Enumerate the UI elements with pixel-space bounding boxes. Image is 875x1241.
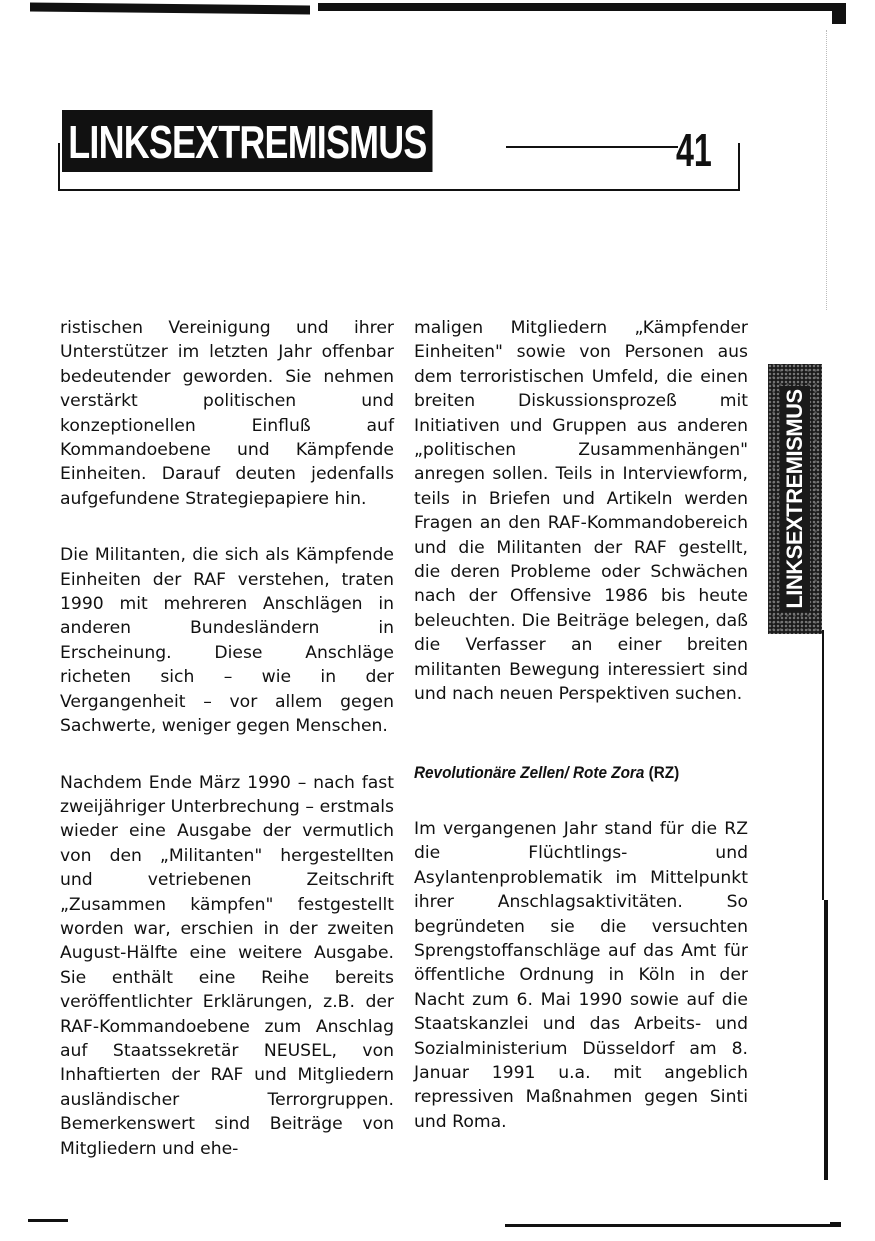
paragraph: Im vergangenen Jahr stand für die RZ die Flüchtlings- und Asylantenproblematik im Mittelpunkt ihrer Anschlagsaktivitäten. So begründeten sie die versuchten Sprengstoffanschläge auf das Amt für öffentliche Ordnung in Köln in der Nacht zum 6. Mai 1990 sowie auf die Staatskanzlei und das Arbeits- und Sozialministerium Düsseldorf am 8. Januar 1991 u.a. mit angeblich repressiven Maßnahmen gegen Sinti und Roma. xyxy=(414,818,748,1132)
page-header xyxy=(58,110,738,192)
margin-rule-upper xyxy=(822,630,824,900)
section-heading xyxy=(414,761,715,785)
scan-margin-dots xyxy=(826,30,828,310)
margin-rule-lower xyxy=(824,900,828,1180)
paragraph: Nachdem Ende März 1990 – nach fast zweijähriger Unterbrechung – erstmals wieder eine Ausgabe der vermutlich von den „Militanten" hergestellten und vetriebenen Zeitschrift „Zusammen kämpfen" festgestellt worden war, erschien in der zweiten August-Hälfte eine weitere Ausgabe. Sie enthält eine Reihe bereits veröffentlichter Erklärungen, z.B. der RAF-Kommandoebene zum Anschlag auf Staatssekretär NEUSEL, von Inhaftierten der RAF und Mitgliedern ausländischer Terrorgruppen. Bemerkenswert sind Beiträge von Mitgliedern und ehe- xyxy=(60,772,394,1159)
page-title: LINKSEXTREMISMUS xyxy=(62,110,433,172)
header-rule xyxy=(506,146,678,148)
bottom-rule-right xyxy=(505,1224,841,1227)
right-column xyxy=(414,316,748,1134)
paragraph: maligen Mitgliedern „Kämpfender Einheiten" sowie von Personen aus dem terroristischen Umfeld, die einen breiten Diskussionsprozeß mit Initiativen und Gruppen aus anderen „politischen Zusammenhängen" anregen sollen. Teils in Interviewform, teils in Briefen und Artikeln werden Fragen an den RAF-Kommandobereich und die Militanten der RAF gestellt, die deren Probleme oder Schwächen nach der Offensive 1986 bis heute beleuchten. Die Beiträge belegen, daß die Verfasser an einer breiten militanten Bewegung interessiert sind und nach neuen Perspektiven suchen. xyxy=(414,318,748,705)
top-rule-right xyxy=(318,3,846,11)
section-heading-text: Revolutionäre Zellen/ Rote Zora xyxy=(414,762,645,782)
side-tab-label: LINKSEXTREMISMUS xyxy=(782,389,807,609)
bottom-rule-left xyxy=(28,1219,68,1222)
chapter-side-tab xyxy=(768,364,822,634)
paragraph: ristischen Vereinigung und ihrer Unterstützer im letzten Jahr offenbar bedeutender geworden. Sie nehmen verstärkt politischen und konzeptionellen Einfluß auf Kommandoebene und Kämpfende Einheiten. Darauf deuten jedenfalls aufgefundene Strategiepapiere hin. xyxy=(60,318,394,509)
page-number: 41 xyxy=(676,124,712,176)
left-column xyxy=(60,316,394,1161)
paragraph: Die Militanten, die sich als Kämpfende Einheiten der RAF verstehen, traten 1990 mit mehreren Anschlägen in anderen Bundesländern in Erscheinung. Diese Anschläge richeten sich – wie in der Vergangenheit – vor allem gegen Sachwerte, weniger gegen Menschen. xyxy=(60,545,394,737)
top-rule-cap xyxy=(832,8,846,24)
bottom-rule-cap xyxy=(830,1222,841,1227)
section-heading-abbr: (RZ) xyxy=(648,762,680,782)
top-rule-left xyxy=(30,3,310,15)
